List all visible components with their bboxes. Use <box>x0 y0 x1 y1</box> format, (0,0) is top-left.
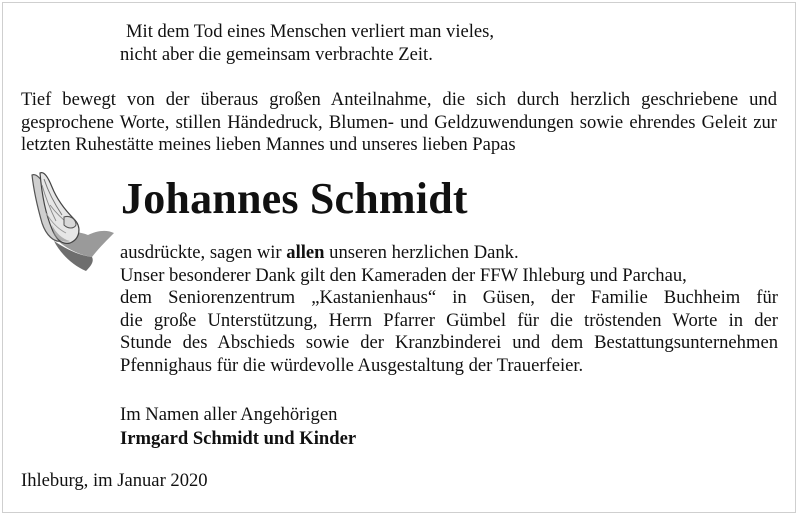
intro-line: Geleit zur letzten Ruhestätte meines lieben Mannes und unseres lieben Papas <box>21 111 777 155</box>
deceased-name: Johannes Schmidt <box>121 174 468 223</box>
thanks-post: unseren herzlichen Dank. <box>324 242 519 263</box>
quote-line-2: nicht aber die gemeinsam verbrachte Zeit. <box>120 44 433 65</box>
thanks-line: Unser besonderer Dank gilt den Kameraden der FFW Ihleburg und Parchau, <box>120 264 687 286</box>
place-date: Ihleburg, im Januar 2020 <box>21 470 208 491</box>
thanks-line: Stunde des Abschieds sowie der Kranzbinderei und dem Bestattungsunternehmen <box>120 332 778 354</box>
thanks-paragraph <box>120 242 778 378</box>
thanks-line: dem Seniorenzentrum „Kastanienhaus“ in Güsen, der Familie Buchheim für <box>120 287 778 309</box>
praying-hands-icon <box>26 169 118 277</box>
thanks-line: die große Unterstützung, Herrn Pfarrer Gümbel für die tröstenden Worte in der <box>120 309 778 331</box>
intro-line: gesprochene Worte, stillen Händedruck, Blumen- und Geldzuwendungen sowie ehrendes <box>21 111 696 133</box>
signature-names: Irmgard Schmidt und Kinder <box>120 428 357 449</box>
thanks-emphasis: allen <box>286 242 325 263</box>
signature-line-1: Im Namen aller Angehörigen <box>120 404 338 425</box>
thanks-line: Pfennighaus für die würdevolle Ausgestaltung der Trauerfeier. <box>120 354 584 376</box>
thanks-pre: ausdrückte, sagen wir <box>120 242 287 263</box>
thanks-line <box>120 242 778 265</box>
quote-line-1: Mit dem Tod eines Menschen verliert man vieles, <box>126 21 495 42</box>
intro-paragraph <box>21 89 777 157</box>
intro-line: Tief bewegt von der überaus großen Anteilnahme, die sich durch herzlich geschriebene und <box>21 89 777 110</box>
